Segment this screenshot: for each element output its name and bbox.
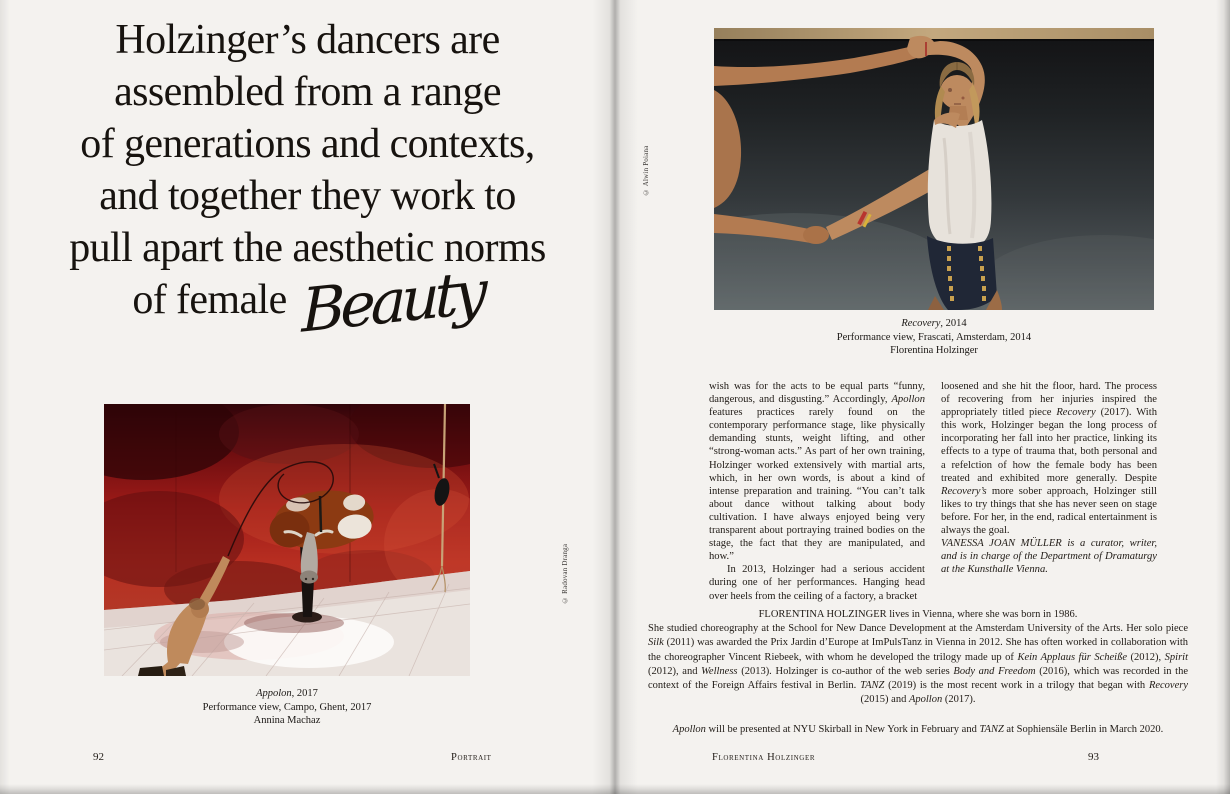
bio-paragraph: She studied choreography at the School for New Dance Development at the Amsterdam University of the Arts. Her solo piece Silk (2011) was awarded the Prix Jardin d’Europe at ImPulsTanz in Vienna in 2012. She has often worked in collaboration with the choreographer Vincent Riebeek, with whom he developed the trilogy made up of Kein Applaus für Scheiße (2012), Spirit (2012), and Wellness (2013). Holzinger is co-author of the web series Body and Freedom (2016), which was recorded in the context of the Foreign Affairs festival in Berlin. TANZ (2019) is the most recent work in a trilogy that began with Recovery (2015) and Apollon (2017). — [648, 623, 1189, 706]
page-number-right: 93 — [1088, 751, 1099, 763]
headline-text: of female — [132, 277, 287, 323]
caption-venue-line: Performance view, Campo, Ghent, 2017 — [202, 701, 372, 713]
headline-line: Holzinger’s dancers are — [115, 17, 500, 63]
barre-bar — [714, 28, 1154, 39]
artist-bio — [648, 608, 1188, 738]
recovery-caption — [714, 317, 1154, 358]
contributor-note: VANESSA JOAN MÜLLER is a curator, writer, and is in charge of the Department of Dramaturgy at the Kunsthalle Vienna. — [941, 538, 1158, 576]
appolon-caption — [104, 687, 470, 728]
page-edge-right — [1216, 0, 1230, 794]
running-head-artist: Florentina Holzinger — [712, 752, 816, 763]
body-paragraph: loosened and she hit the floor, hard. The process of recovering from her injuries inspired the appropriately titled piece Recovery (2017). With this work, Holzinger began the long process of incorporating her fall into her practice, linking its effects to a type of trauma that, both personal and a refelction of how the female body has been treated and exhibited more generally. Despite Recovery’s more sober approach, Holzinger still likes to try things that she has never seen on stage before. For her, in the end, radical entertainment is always the goal. — [941, 381, 1157, 537]
page-number-left: 92 — [93, 751, 104, 763]
caption-title-line: Appolon, 2017 — [256, 688, 318, 699]
caption-performer-line: Florentina Holzinger — [890, 345, 978, 356]
running-head-portrait: Portrait — [451, 752, 492, 763]
caption-venue-line: Performance view, Frascati, Amsterdam, 2014 — [836, 331, 1032, 343]
headline-line: assembled from a range — [114, 69, 501, 115]
page-edge-bottom — [0, 784, 1230, 794]
headline-line: of generations and contexts, — [80, 121, 535, 167]
exhibition-note: Apollon will be presented at NYU Skirball in New York in February and TANZ at Sophiensäle Berlin in March 2020. — [672, 724, 1164, 736]
headline-line: pull apart the aesthetic norms — [69, 225, 546, 271]
article-column-2 — [941, 380, 1157, 576]
article-column-1 — [709, 380, 925, 603]
headline-line: and together they work to — [99, 173, 516, 219]
photo-credit-appolon: © Radovan Dranga — [561, 543, 569, 604]
caption-title-line: Recovery, 2014 — [901, 318, 967, 329]
pull-quote-headline — [0, 14, 615, 347]
photo-credit-recovery: © Alwin Poiana — [642, 145, 650, 196]
bio-first-line: FLORENTINA HOLZINGER lives in Vienna, where she was born in 1986. — [758, 609, 1078, 620]
script-word-beauty: Beauty — [301, 257, 483, 347]
caption-performer-line: Annina Machaz — [253, 715, 321, 726]
body-paragraph: wish was for the acts to be equal parts “funny, dangerous, and disgusting.” Accordingly, Apollon features practices rarely found on the contemporary performance stage, like physically demanding stunts, weight lifting, and other “strong-woman acts.” As part of her own training, Holzinger worked extensively with martial arts, which, in her own words, is about a kind of intense preparation and training. “You can’t talk about dance without talking about body cultivation. I have always enjoyed being very transparent about portraying trained bodies on the stage, the fact that they are manipulated, and how.” — [709, 381, 925, 563]
headline-line-last — [0, 257, 615, 347]
body-paragraph: In 2013, Holzinger had a serious accident during one of her performances. Hanging head over heels from the ceiling of a factory, a bracket — [709, 564, 925, 602]
appolon-performance-photo — [104, 404, 470, 676]
recovery-performance-photo — [714, 28, 1154, 310]
